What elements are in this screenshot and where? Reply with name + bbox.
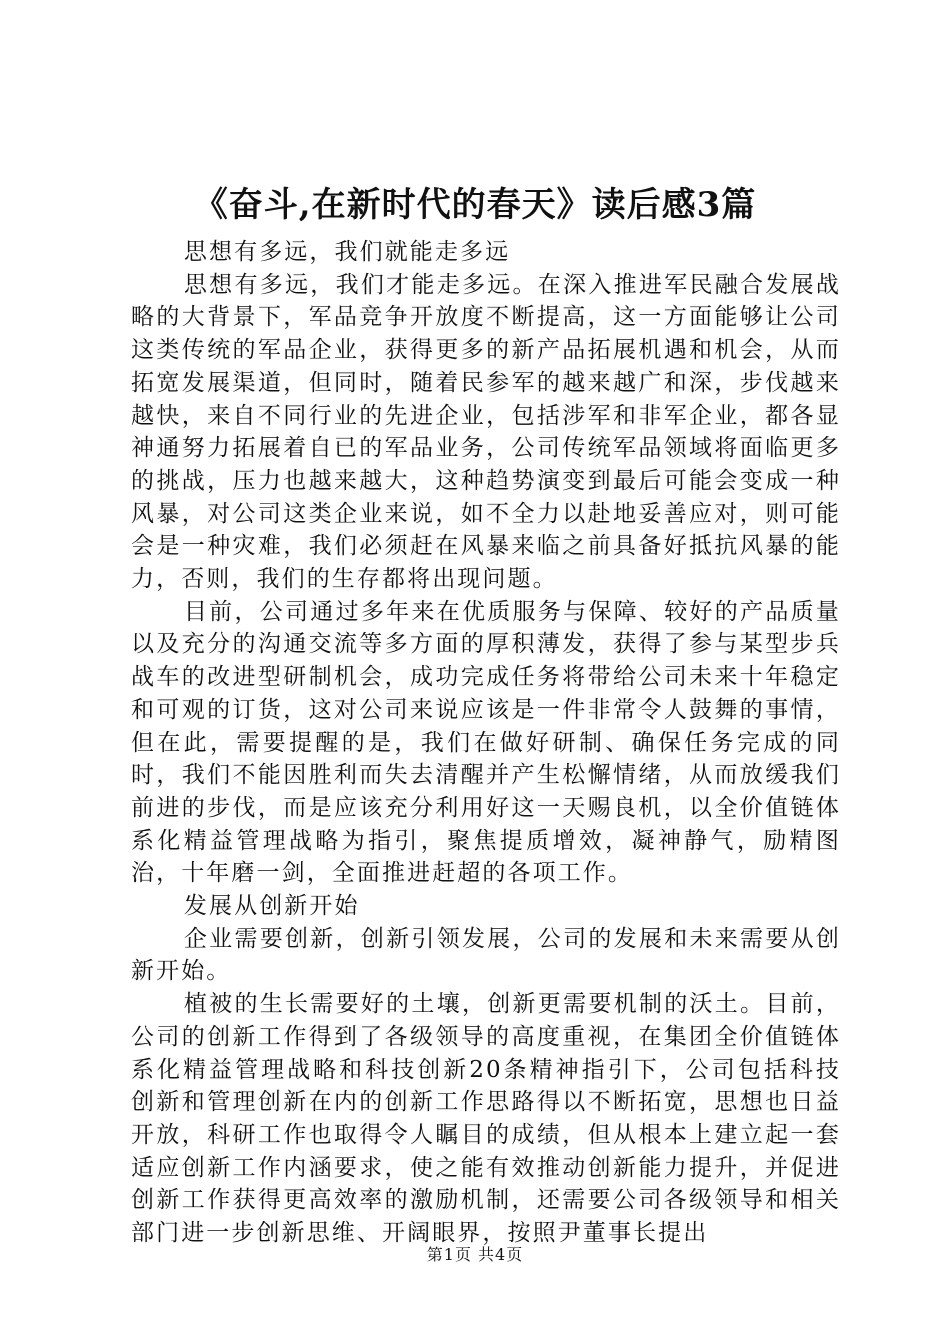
body-paragraph: 思想有多远，我们才能走多远。在深入推进军民融合发展战略的大背景下，军品竞争开放度不断提高，这一方面能够让公司这类传统的军品企业，获得更多的新产品拓展机遇和机会，从而拓宽发展渠道，但同时，随着民参军的越来越广和深，步伐越来越快，来自不同行业的先进企业，包括涉军和非军企业，都各显神通努力拓展着自已的军品业务，公司传统军品领域将面临更多的挑战，压力也越来越大，这种趋势演变到最后可能会变成一种风暴，对公司这类企业来说，如不全力以赴地妥善应对，则可能会是一种灾难，我们必须赶在风暴来临之前具备好抵抗风暴的能力，否则，我们的生存都将出现问题。 <box>131 271 841 593</box>
body-paragraph: 植被的生长需要好的土壤，创新更需要机制的沃土。目前，公司的创新工作得到了各级领导的高度重视，在集团全价值链体系化精益管理战略和科技创新20条精神指引下，公司包括科技创新和管理创新在内的创新工作思路得以不断拓宽，思想也日益开放，科研工作也取得令人瞩目的成绩，但从根本上建立起一套适应创新工作内涵要求，使之能有效推动创新能力提升，并促进创新工作获得更高效率的激励机制，还需要公司各级领导和相关部门进一步创新思维、开阔眼界，按照尹董事长提出 <box>131 991 841 1247</box>
section-heading: 发展从创新开始 <box>183 893 360 920</box>
page-footer: 第1页 共4页 <box>426 1245 524 1264</box>
body-paragraph: 企业需要创新，创新引领发展，公司的发展和未来需要从创新开始。 <box>131 925 841 985</box>
document-title: 《奋斗,在新时代的春天》读后感3篇 <box>193 185 757 225</box>
document-body <box>131 236 841 1250</box>
section-heading: 思想有多远，我们就能走多远 <box>183 239 511 265</box>
body-paragraph: 目前，公司通过多年来在优质服务与保障、较好的产品质量以及充分的沟通交流等多方面的厚积薄发，获得了参与某型步兵战车的改进型研制机会，成功完成任务将带给公司未来十年稳定和可观的订货，这对公司来说应该是一件非常令人鼓舞的事情，但在此，需要提醒的是，我们在做好研制、确保任务完成的同时，我们不能因胜利而失去清醒并产生松懈情绪，从而放缓我们前进的步伐，而是应该充分利用好这一天赐良机，以全价值链体系化精益管理战略为指引，聚焦提质增效，凝神静气，励精图治，十年磨一剑，全面推进赶超的各项工作。 <box>131 598 841 887</box>
